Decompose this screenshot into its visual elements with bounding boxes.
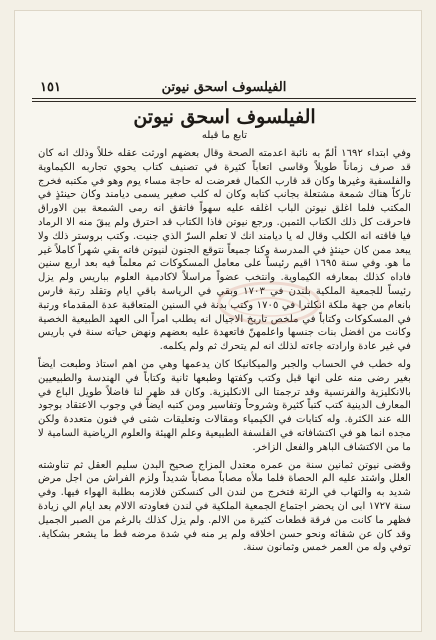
- article-content: [38, 104, 411, 632]
- article-subtitle: تابع ما قبله: [201, 130, 248, 141]
- running-title: الفيلسوف اسحق نيوتن: [161, 80, 287, 95]
- article-paragraph: وفي ابتداء ١٦٩٢ ألمّ به نائبة اعدمته الصحة وقال بعضهم اورثت عقله خللاً وذلك انه كان قد صرف زماناً طويلاً وقاسى اتعاباً كثيرة في تصنيف كتاب يحوي تجاربه الكيماوية والفلسفية وغيرها وكان قد قارب الكمال فعرضت له حاجة مساء يوم وهو في مكتبه فخرج تاركاً هناك شمعة مشتعلة بجانب كتابه وكان له كلب صغير يسمى ديامند وكان حينئذٍ في المكتب فلما اغلق نيوتن الباب اغلقه عليه سهواً فاتفق انه رمى الشمعة بين الاوراق فاحرقت كل ذلك الكتاب الثمين. ورجع نيوتن فاذا الكتاب قد احترق ولم يبقَ منه الا الرماد فيا فاقته انه الكلب وقال له يا ديامند انك لا تعلم السرّ الذي جنيت. وكتب بروستر ذلك ولا يبعد ممن كان حينئذٍ في المدرسة وكنا جميعاً نتوقع الجنون لنيوتن فاته بقي شهراً كاملاً غير ما هو. وفي سنة ١٦٩٥ اقيم رئيساً على معامل المسكوكات ثم معلماً فيه بعد اربع سنين فاداه كذلك بمعارفه الكيماوية. وانتخب عضواً مراسلاً لاكادمية العلوم بباريس ولم يزل رئيساً للجمعية الملكية بلندن في ١٧٠٣ وبقي في الرياسة باقي ايام وتقلد رتبة فارس بانعام من جهة ملكة انكلترا في ١٧٠٥ وكتب بدنة في السنين المتعاقبة عدة المقدماء ورتبة في المسكوكات وكتاباً في ملخص تاريخ الاجيال انه يطلب امراً الى العهد الطبيعية الخصية وكانت من افضل بنات جنسها واعلمهنّ فاتعهدة عليه بعضهم ونهض حياته سنة في باريس في غير عادة وارادته جاءته لذلك انه لم يتحرك ثم ولم يكلمه.: [38, 148, 411, 353]
- article-paragraph: وله خطب في الحساب والجبر والميكانيكا كان يدعمها وهي من اهم استاذ وطبعت ايضاً بغير رضى منه على انها قبل وكتب وكفتها وطبعها ثانية وكتاباً في الهندسة والطبيعيين بالانكليزية والفرنسية وقد ترجمتا الى الانكليزية. وكان قد ظهر لنا فاضلاً طويل الباع في المعارف الدينية كتب كتباً كثيرة وشروحاً وتفاسير ومن كتبه ايضاً في وجوب الاعتقاد بوجود الله عند الكثرة. وله كتابات في الكيمياء ومقالات وتعليقات شتى في فنون متعددة ولكن مجده انما هو في اكتشافاته في الفلسفة الطبيعية وعلم الهيئة والعلوم الرياضية السامية لا ما من الاكتشاف الباهر والفعل الزاخر.: [38, 358, 411, 453]
- header-rule: [32, 98, 416, 99]
- document-page: [14, 10, 422, 632]
- header-rule-secondary: [32, 101, 416, 102]
- page-number: ١٥١: [40, 80, 61, 95]
- article-paragraph: وقضى نيوتن ثمانين سنة من عمره معتدل المزاج صحيح البدن سليم العقل ثم تناوشته العلل واشتد عليه الم الحصاة فلما ملأه مصاباً مصاباً شديداً ولزم الفراش من اجل مرض شديد به والتهاب في الرئة فتخرج من لندن الى كنسكتن فلازمه بطلبة الهواء فيها. وفي سنة ١٧٢٧ ابى ان يحضر اجتماع الجمعية الملكية في لندن فعاودته الالام بعد ايام الي زيادة فظهر ما كانت من فرقة قطعات كثيرة من الالم. ولم يزل كذلك بالرغم من الصبر الجميل وقد كان عن شفائه ونحو حسن اخلاقه ولم ير منه في شدة مرضه قط ما يشعر بشكاية. توفي وله من العمر خمس وثمانون سنة.: [38, 459, 411, 554]
- article-title: الفيلسوف اسحق نيوتن: [133, 106, 316, 128]
- running-header: [32, 79, 416, 97]
